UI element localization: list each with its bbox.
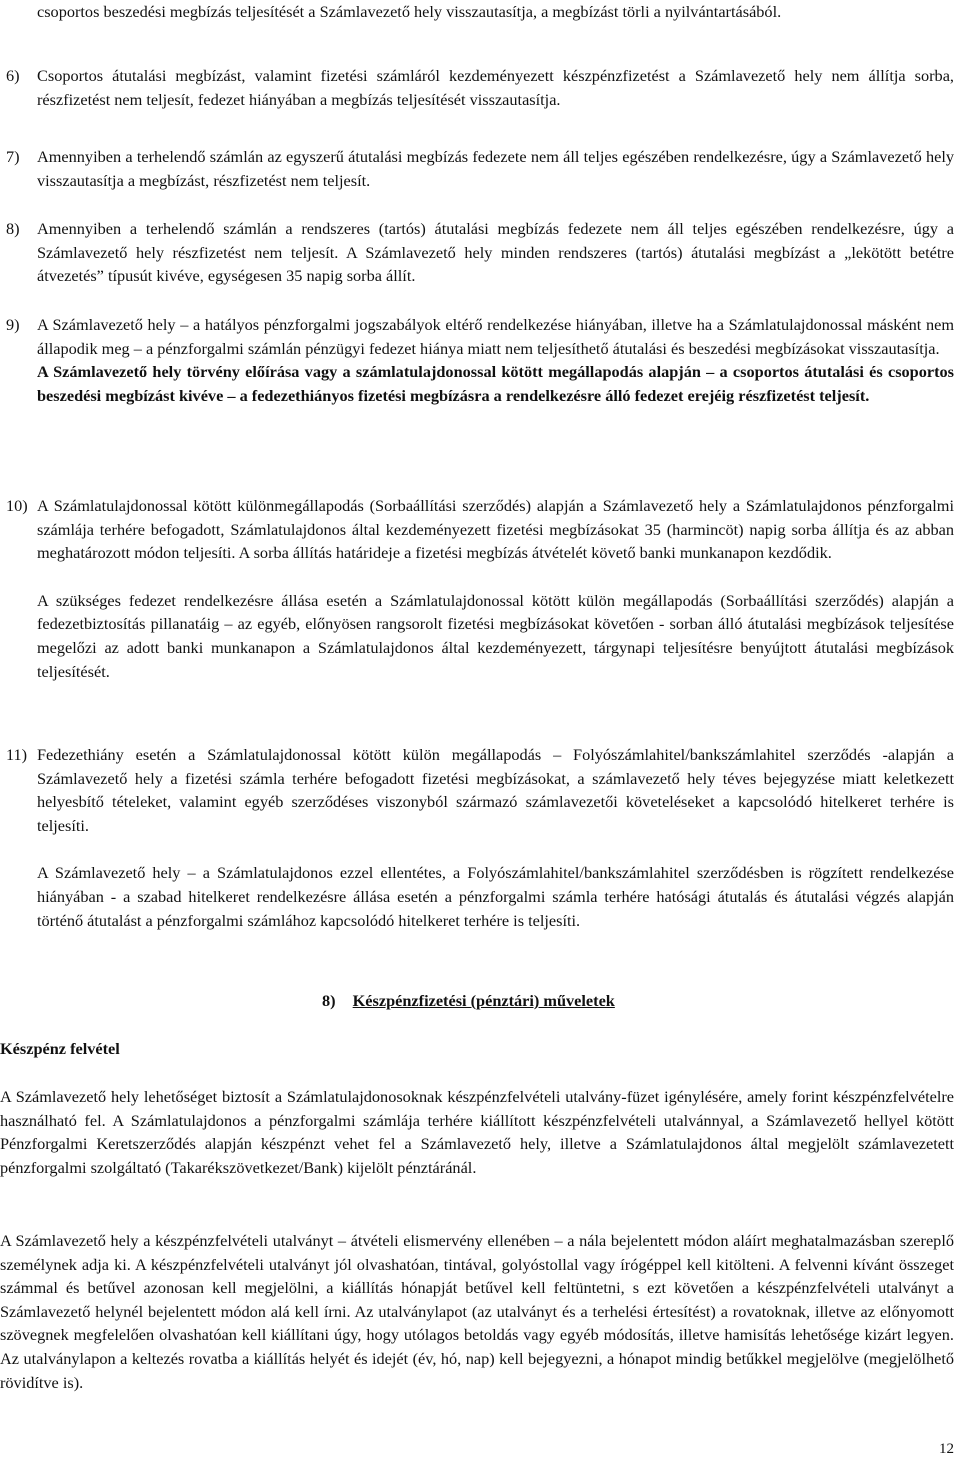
list-item-number: 10): [6, 496, 28, 515]
intro-paragraph: csoportos beszedési megbízás teljesítését a Számlavezető hely visszautasítja, a megbízást törli a nyilvántartásából.: [37, 2, 782, 21]
list-item-extra-text: A Számlavezető hely – a Számlatulajdonos ezzel ellentétes, a Folyószámlahitel/bankszámlahitel szerződésben is rögzített rendelkezése hiányában - a szabad hitelkeret rendelkezésre állása esetén a pénzforgalmi számla terhére hatósági átutalás és átutalási végzés alapján történő átutalást a pénzforgalmi számlához kapcsolódó hitelkeret terhére is teljesíti.: [37, 863, 954, 930]
list-item-extra-text: A szükséges fedezet rendelkezésre állása esetén a Számlatulajdonossal kötött külön megállapodás (Sorbaállítási szerződés) alapján a fedezetbiztosítás pillanatáig – az egyéb, előnyösen rangsorolt fizetési megbízásokat követően - sorban álló átutalási megbízások teljesítése megelőzi az adott banki munkanapon a Számlatulajdonos által kezdeményezett, tárgynapi teljesítésre benyújtott átutalási megbízások teljesítését.: [37, 590, 954, 681]
body-paragraph: A Számlavezető hely a készpénzfelvételi utalványt – átvételi elismervény ellenében – a nála bejelentett módon aláírt meghatalmazásban szereplő személynek adja ki. A készpénzfelvételi utalványt jól olvashatóan, tintával, golyóstollal vagy írógéppel kell kitölteni. A felvenni kívánt összeget számmal és betűvel azonosan kell megjelölni, a kiállítás hónapját betűvel kell feltüntetni, s ezt követően a készpénzfelvételi utalványt a Számlavezető helynél bejelentett módon alá kell írni. Az utalványlapot (az utalványt és a terhelési értesítést) a rovatoknak, illetve az előnyomott szövegnek megfelelően olvashatóan kell kiállítani úgy, hogy utólagos betoldás vagy egyéb módosítás, illetve hamisítás lehetősége kizárt legyen. Az utalványlapon a keltezés rovatba a kiállítás helyét és idejét (év, hó, nap) kell bejegyezni, a hónapot mindig betűkkel megjelölve (megjelölhető rövidítve is).: [0, 1231, 954, 1392]
section-number: 8): [322, 991, 336, 1010]
list-item-text: A Számlavezető hely – a hatályos pénzforgalmi jogszabályok eltérő rendelkezése hiányában, illetve ha a Számlatulajdonossal másként nem állapodik meg – a pénzforgalmi számlán pénzügyi fedezet hiánya miatt nem teljesíthető átutalási és beszedési megbízásokat visszautasítja.: [37, 315, 954, 358]
subheading: Készpénz felvétel: [0, 1039, 120, 1058]
list-item-9: [0, 313, 954, 407]
list-item-11: [0, 743, 954, 932]
page-number: 12: [939, 1441, 954, 1458]
list-item-text: Amennyiben a terhelendő számlán a rendszeres (tartós) átutalási megbízás fedezete nem áll teljes egészében rendelkezésre, úgy a Számlavezető hely részfizetést nem teljesít. A Számlavezető hely minden rendszeres (tartós) átutalási megbízást a „lekötött betétre átvezetés” típusút kivéve, egységesen 35 napig sorba állít.: [37, 219, 954, 286]
body-paragraph: A Számlavezető hely lehetőséget biztosít a Számlatulajdonosoknak készpénzfelvételi utalvány-füzet igénylésére, amely forint készpénzfelvételre használható fel. A Számlatulajdonos a pénzforgalmi számlája terhére kiállított készpénzfelvételi utalvánnyal, a Számlavezető hellyel kötött Pénzforgalmi Keretszerződés alapján készpénzt vehet fel a Számlavezető hely, illetve a Számlatulajdonos által megjelölt számlavezetett pénzforgalmi szolgáltató (Takarékszövetkezet/Bank) kijelölt pénztáránál.: [0, 1087, 954, 1177]
list-item-text: Amennyiben a terhelendő számlán az egyszerű átutalási megbízás fedezete nem áll teljes egészében rendelkezésre, úgy a Számlavezető hely visszautasítja a megbízást, részfizetést nem teljesít.: [37, 147, 954, 190]
list-item-bold-text: A Számlavezető hely törvény előírása vagy a számlatulajdonossal kötött megállapodás alapján – a csoportos átutalási és csoportos beszedési megbízást kivéve – a fedezethiányos fizetési megbízásra a rendelkezésre álló fedezet erejéig részfizetést teljesít.: [37, 362, 954, 405]
list-item-10: [0, 494, 954, 683]
list-item-text: Csoportos átutalási megbízást, valamint fizetési számláról kezdeményezett készpénzfizetést a Számlavezető hely nem állítja sorba, részfizetést nem teljesít, fedezet hiányában a megbízás teljesítését visszautasítja.: [37, 66, 954, 109]
list-item-number: 8): [6, 219, 20, 238]
list-item-7: [0, 145, 954, 192]
section-title: Készpénzfizetési (pénztári) műveletek: [352, 991, 615, 1010]
list-item-number: 6): [6, 66, 20, 85]
list-item-number: 11): [6, 745, 28, 764]
list-item-6: [0, 64, 954, 111]
list-item-8: [0, 217, 954, 288]
list-item-number: 9): [6, 315, 20, 334]
list-item-text: Fedezethiány esetén a Számlatulajdonossal kötött külön megállapodás – Folyószámlahitel/bankszámlahitel szerződés -alapján a Számlavezető hely a fizetési számla terhére befogadott fizetési megbízásokat, a számlavezető hely téves bejegyzése miatt keletkezett helyesbítő tételeket, valamint egyéb szerződéses viszonyból származó számlavezetői követeléseket a kapcsolódó hitelkeret terhére is teljesíti.: [37, 745, 954, 835]
list-item-text: A Számlatulajdonossal kötött különmegállapodás (Sorbaállítási szerződés) alapján a Számlavezető hely a Számlatulajdonos pénzforgalmi számlája terhére befogadott, Számlatulajdonos által kezdeményezett fizetési megbízásokat 35 (harmincöt) napig sorba állítja és az abban meghatározott módon teljesíti. A sorba állítás határideje a fizetési megbízás átvételét követő banki munkanapon kezdődik.: [37, 496, 954, 563]
list-item-number: 7): [6, 147, 20, 166]
section-heading: [322, 989, 615, 1013]
